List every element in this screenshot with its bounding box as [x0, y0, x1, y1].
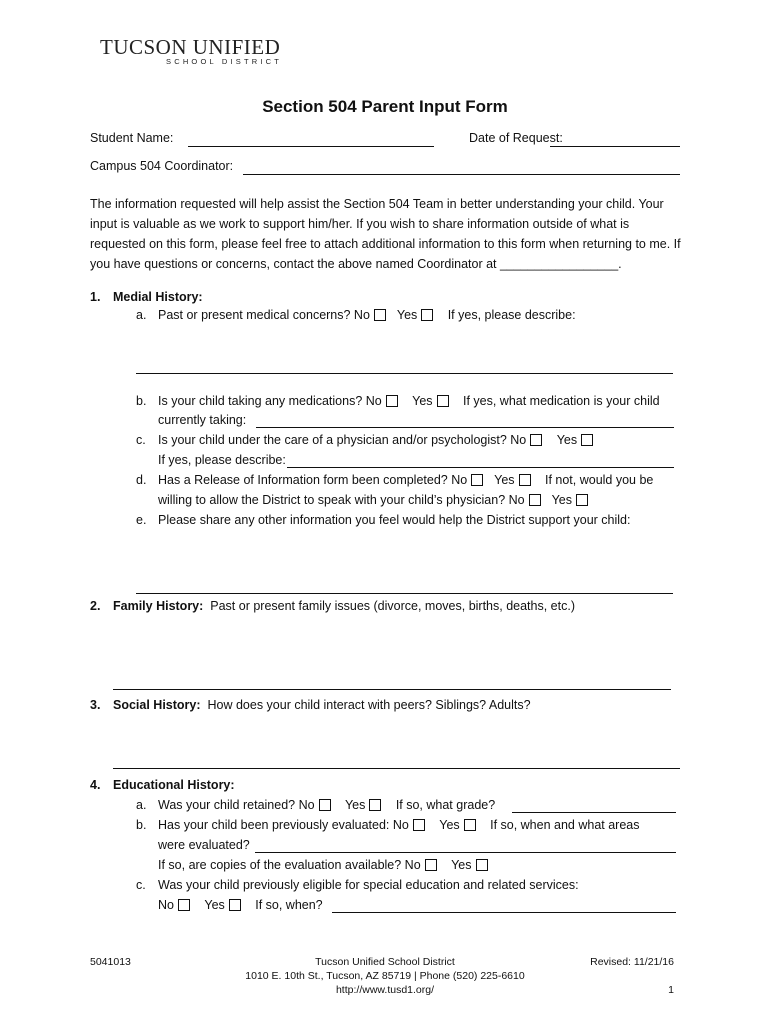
s1-a-no-checkbox[interactable] [374, 309, 386, 321]
s4-a-answer-line[interactable] [512, 812, 676, 813]
section-3-heading: Social History: [113, 698, 201, 712]
s1-a-tail: If yes, please describe: [447, 308, 576, 322]
s4-a-no-checkbox[interactable] [319, 799, 331, 811]
section-2-heading: Family History: [113, 599, 204, 613]
s1-a-text: Past or present medical concerns? No [158, 308, 370, 322]
s1-c-yes-label: Yes [556, 433, 578, 447]
s4-b-cont: were evaluated? [158, 838, 250, 852]
s4-a-yes-checkbox[interactable] [369, 799, 381, 811]
s1-b-letter: b. [136, 394, 147, 408]
s1-a-question [158, 308, 576, 322]
s4-b-answer-line[interactable] [255, 852, 676, 853]
s4-c-letter: c. [136, 878, 146, 892]
section-1-number: 1. [90, 290, 101, 304]
s1-d-yes-label: Yes [494, 473, 515, 487]
s1-d-cont-no-checkbox[interactable] [529, 494, 541, 506]
s4-a-letter: a. [136, 798, 147, 812]
s1-b-yes-label: Yes [412, 394, 433, 408]
section-3-text: How does your child interact with peers? Siblings? Adults? [207, 698, 531, 712]
s4-c-no-checkbox[interactable] [178, 899, 190, 911]
section-2-answer-line[interactable] [113, 689, 671, 690]
district-logo: TUCSON UNIFIED [100, 35, 281, 59]
form-code: 5041013 [90, 956, 131, 968]
s1-b-no-checkbox[interactable] [386, 395, 398, 407]
s1-e-letter: e. [136, 513, 147, 527]
student-name-label: Student Name: [90, 131, 174, 145]
s1-b-yes-checkbox[interactable] [437, 395, 449, 407]
s1-c-text: Is your child under the care of a physician and/or psychologist? No [158, 433, 527, 447]
s4-b-cont2-yes-checkbox[interactable] [476, 859, 488, 871]
section-3-number: 3. [90, 698, 101, 712]
s1-e-question: Please share any other information you feel would help the District support your child: [158, 513, 631, 527]
revised-date: Revised: 11/21/16 [590, 956, 674, 968]
s1-d-no-checkbox[interactable] [471, 474, 483, 486]
s1-a-answer-line[interactable] [136, 373, 673, 374]
s4-c-options [158, 898, 323, 912]
s1-b-answer-line[interactable] [256, 427, 674, 428]
section-2-text: Past or present family issues (divorce, moves, births, deaths, etc.) [210, 599, 575, 613]
s1-d-letter: d. [136, 473, 147, 487]
district-logo-subtitle: SCHOOL DISTRICT [166, 57, 283, 66]
date-of-request-field[interactable] [550, 146, 680, 147]
s1-c-cont: If yes, please describe: [158, 453, 286, 467]
coordinator-label: Campus 504 Coordinator: [90, 159, 234, 173]
s1-c-answer-line[interactable] [287, 467, 674, 468]
s4-b-no-checkbox[interactable] [413, 819, 425, 831]
s4-b-cont2-yes-label: Yes [451, 858, 472, 872]
s4-a-tail: If so, what grade? [395, 798, 496, 812]
s1-b-cont: currently taking: [158, 413, 247, 427]
s1-d-cont-text: willing to allow the District to speak with your child’s physician? No [158, 493, 525, 507]
s1-c-no-checkbox[interactable] [530, 434, 542, 446]
page-number: 1 [668, 984, 674, 996]
s4-b-yes-label: Yes [439, 818, 460, 832]
s1-e-answer-line[interactable] [136, 593, 673, 594]
footer-url[interactable]: http://www.tusd1.org/ [335, 984, 435, 996]
s1-c-question [158, 433, 597, 447]
s4-b-text: Has your child been previously evaluated: No [158, 818, 409, 832]
s1-a-yes-label: Yes [396, 308, 418, 322]
s1-d-cont-yes-label: Yes [551, 493, 572, 507]
student-name-field[interactable] [188, 146, 434, 147]
section-2-number: 2. [90, 599, 101, 613]
s4-c-yes-checkbox[interactable] [229, 899, 241, 911]
s4-c-question: Was your child previously eligible for special education and related services: [158, 878, 579, 892]
s4-b-yes-checkbox[interactable] [464, 819, 476, 831]
s1-d-cont-yes-checkbox[interactable] [576, 494, 588, 506]
section-3-line [113, 698, 531, 712]
s4-a-text: Was your child retained? No [158, 798, 315, 812]
section-4-heading: Educational History: [113, 778, 235, 792]
s4-a-yes-label: Yes [344, 798, 366, 812]
s4-c-no-label: No [158, 898, 174, 912]
s4-a-question [158, 798, 495, 812]
intro-paragraph: The information requested will help assist the Section 504 Team in better understanding your child. Your input is valuable as we work to support him/her. If you wish to share information outside of what is requested on this form, please feel free to attach additional information to this form when returning to me. If you have questions or concerns, contact the above named Coordinator at _________________. [90, 197, 681, 271]
s1-d-yes-checkbox[interactable] [519, 474, 531, 486]
s1-d-cont [158, 493, 592, 507]
footer-address: 1010 E. 10th St., Tucson, AZ 85719 | Phone (520) 225-6610 [245, 970, 525, 982]
s1-b-tail: If yes, what medication is your child [462, 394, 660, 408]
s1-c-letter: c. [136, 433, 146, 447]
s4-b-tail: If so, when and what areas [490, 818, 640, 832]
date-of-request-label: Date of Request: [469, 131, 563, 145]
s1-a-letter: a. [136, 308, 147, 322]
s4-b-cont2-no-checkbox[interactable] [425, 859, 437, 871]
s4-b-cont2 [158, 858, 492, 872]
section-1-heading: Medial History: [113, 290, 203, 304]
s1-d-text: Has a Release of Information form been completed? No [158, 473, 468, 487]
s1-b-question [158, 394, 660, 408]
s1-a-yes-checkbox[interactable] [421, 309, 433, 321]
s4-b-letter: b. [136, 818, 147, 832]
footer-district: Tucson Unified School District [315, 956, 455, 968]
page-title: Section 504 Parent Input Form [262, 97, 508, 116]
s1-c-yes-checkbox[interactable] [581, 434, 593, 446]
s1-d-question [158, 473, 653, 487]
s4-c-tail: If so, when? [255, 898, 323, 912]
coordinator-field[interactable] [243, 174, 680, 175]
section-4-number: 4. [90, 778, 101, 792]
s1-b-text: Is your child taking any medications? No [158, 394, 382, 408]
section-3-answer-line[interactable] [113, 768, 680, 769]
s4-b-cont2-text: If so, are copies of the evaluation available? No [158, 858, 421, 872]
s4-b-question [158, 818, 640, 832]
s4-c-yes-label: Yes [204, 898, 225, 912]
s4-c-answer-line[interactable] [332, 912, 676, 913]
section-2-line [113, 599, 575, 613]
s1-d-tail: If not, would you be [544, 473, 654, 487]
